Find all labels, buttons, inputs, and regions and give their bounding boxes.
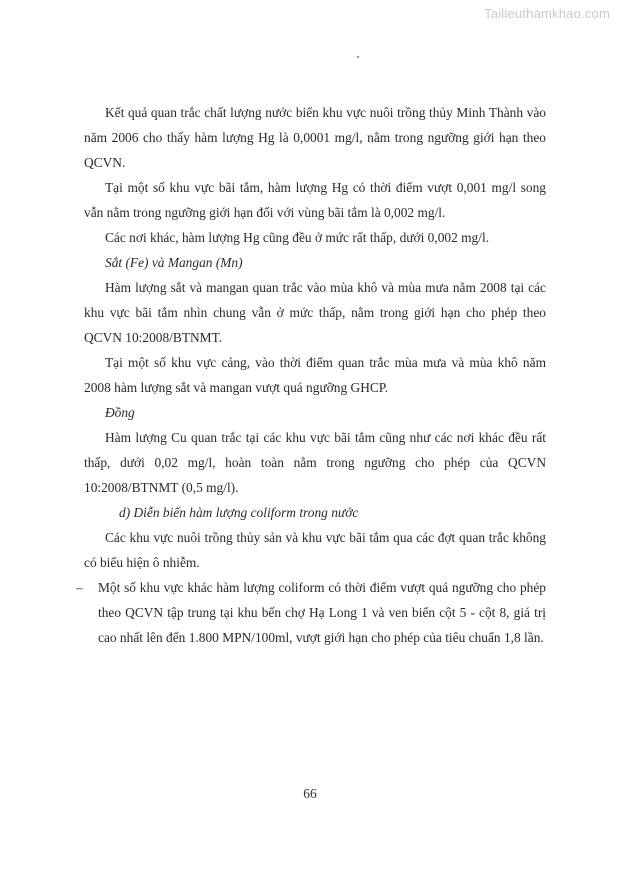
paragraph-coliform-no-pollution: Các khu vực nuôi trồng thủy sản và khu vực bãi tắm qua các đợt quan trắc không có biểu hiện ô nhiễm. (84, 530, 546, 570)
paragraph-iron-manganese-ports: Tại một số khu vực cảng, vào thời điểm quan trắc mùa mưa và mùa khô năm 2008 hàm lượng sắt và mangan vượt quá ngưỡng GHCP. (84, 355, 546, 395)
heading-copper: Đồng (105, 405, 135, 420)
page-number: 66 (303, 786, 317, 801)
document-body (76, 100, 546, 650)
heading-coliform: d) Diễn biến hàm lượng coliform trong nước (119, 505, 359, 520)
paragraph-mercury-other: Các nơi khác, hàm lượng Hg cũng đều ở mức rất thấp, dưới 0,002 mg/l. (105, 230, 490, 245)
bullet-dash: – (76, 580, 83, 595)
watermark-text: Tailieuthamkhao.com (484, 6, 610, 21)
bullet-item-coliform-exceed (76, 575, 546, 650)
paragraph-coliform-exceed: Một số khu vực khác hàm lượng coliform có thời điểm vượt quá ngưỡng cho phép theo QCVN tập trung tại khu bến chợ Hạ Long 1 và ven biển cột 5 - cột 8, giá trị cao nhất lên đến 1.800 MPN/100ml, vượt giới hạn cho phép của tiêu chuẩn 1,8 lần. (98, 580, 546, 645)
paragraph-copper: Hàm lượng Cu quan trắc tại các khu vực bãi tắm cũng như các nơi khác đều rất thấp, dưới 0,02 mg/l, hoàn toàn nằm trong ngưỡng cho phép của QCVN 10:2008/BTNMT (0,5 mg/l). (84, 430, 546, 495)
scan-dot (357, 56, 359, 58)
paragraph-iron-manganese-beaches: Hàm lượng sắt và mangan quan trắc vào mùa khô và mùa mưa năm 2008 tại các khu vực bãi tắm nhìn chung vẫn ở mức thấp, nằm trong giới hạn cho phép theo QCVN 10:2008/BTNMT. (84, 280, 546, 345)
paragraph-mercury-aquaculture: Kết quả quan trắc chất lượng nước biển khu vực nuôi trồng thủy Minh Thành vào năm 2006 cho thấy hàm lượng Hg là 0,0001 mg/l, nằm trong ngưỡng giới hạn theo QCVN. (84, 105, 546, 170)
heading-iron-manganese: Sắt (Fe) và Mangan (Mn) (105, 255, 243, 270)
paragraph-mercury-beaches: Tại một số khu vực bãi tắm, hàm lượng Hg có thời điểm vượt 0,001 mg/l song vẫn nằm trong ngưỡng giới hạn đối với vùng bãi tắm là 0,002 mg/l. (84, 180, 546, 220)
